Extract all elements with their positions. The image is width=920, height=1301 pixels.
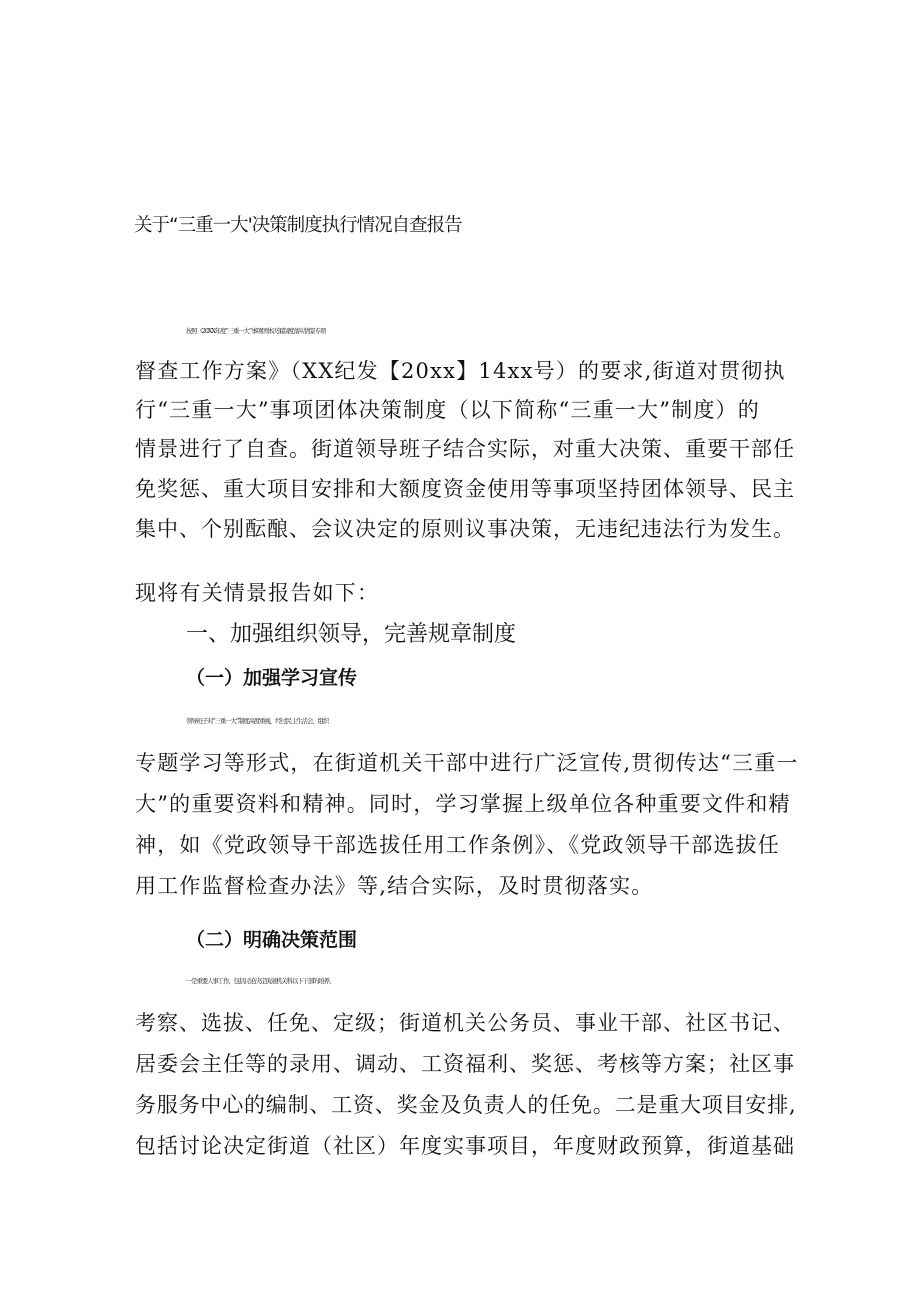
body-line: 居委会主任等的录用、调动、工资福利、奖惩、考核等方案；社区事 bbox=[135, 1052, 795, 1076]
page-title: 关于“三重一大'决策制度执行情况自查报告 bbox=[134, 215, 462, 236]
intro-line: 行“三重一大”事项团体决策制度（以下简称“三重一大”制度）的 bbox=[135, 398, 760, 422]
intro-line: 集中、个别酝酿、会议决定的原则议事决策，无违纪违法行为发生。 bbox=[135, 517, 795, 541]
section-heading: 一、加强组织领导，完善规章制度 bbox=[186, 622, 517, 647]
intro-line: 现将有关情景报告如下： bbox=[135, 581, 380, 605]
body-line: 一是重要人事工作，包括讨论决定街道机关科以下干部的培养、 bbox=[186, 978, 335, 985]
intro-line: 免奖惩、重大项目安排和大额度资金使用等事项坚持团体领导、民主 bbox=[135, 477, 795, 501]
intro-line: 情景进行了自查。街道领导班子结合实际，对重大决策、重要干部任 bbox=[135, 437, 795, 461]
body-line: 包括讨论决定街道（社区）年度实事项目，年度财政预算，街道基础 bbox=[135, 1134, 795, 1158]
body-line: 领导班子对“三重一大”制度高度重视，经过民主生活会、组织 bbox=[186, 718, 329, 725]
body-line: 大”的重要资料和精神。同时，学习掌握上级单位各种重要文件和精 bbox=[135, 792, 791, 816]
body-line: 务服务中心的编制、工资、奖金及负责人的任免。二是重大项目安排, bbox=[135, 1093, 797, 1117]
subsection-heading: （一）加强学习宣传 bbox=[186, 667, 358, 689]
body-line: 用工作监督检查办法》等,结合实际，及时贯彻落实。 bbox=[135, 874, 654, 898]
intro-line: 督查工作方案》（XX纪发【20xx】14xx号）的要求,街道对贯彻执 bbox=[135, 359, 786, 383]
body-line: 考察、选拔、任免、定级；街道机关公务员、事业干部、社区书记、 bbox=[135, 1011, 795, 1035]
body-line: 神，如《党政领导干部选拔任用工作条例》、《党政领导干部选拔任 bbox=[135, 833, 780, 857]
intro-line: 按照《20XX年度“三重一大”事项团体决策制度落实情景专项 bbox=[186, 328, 326, 335]
body-line: 专题学习等形式，在街道机关干部中进行广泛宣传,贯彻传达“三重一 bbox=[135, 751, 799, 775]
subsection-heading: （二）明确决策范围 bbox=[186, 929, 358, 951]
